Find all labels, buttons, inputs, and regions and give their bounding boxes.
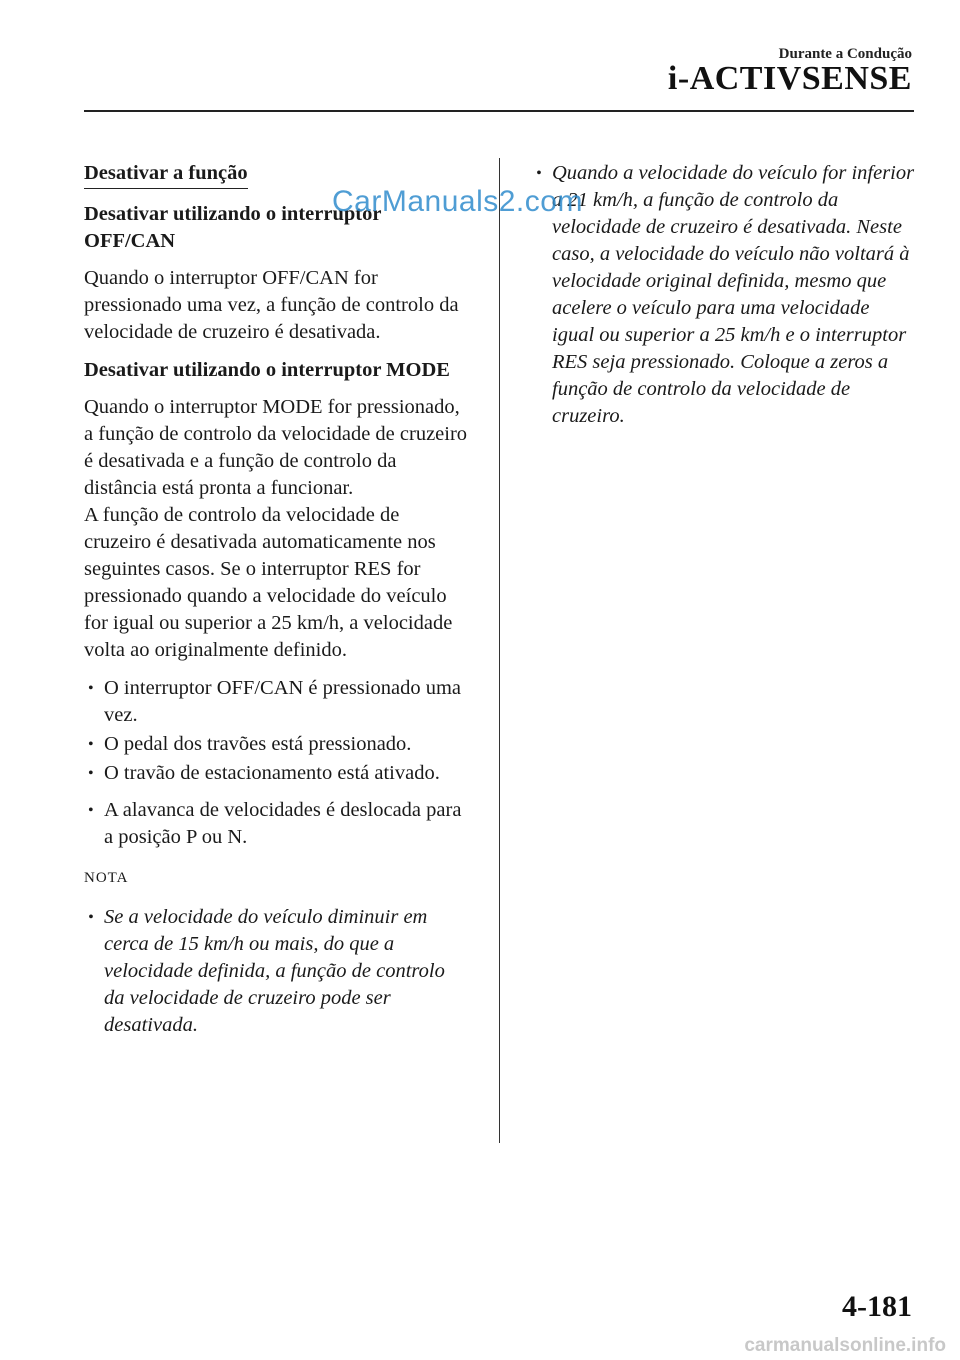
paragraph-off-can: Quando o interruptor OFF/CAN for pressionado uma vez, a função de controlo da velocidade de cruzeiro é desativada.	[84, 267, 459, 343]
bullet-icon: •	[88, 909, 94, 926]
header-rule	[84, 110, 914, 112]
paragraph-mode: Quando o interruptor MODE for pressionado, a função de controlo da velocidade de cruzeiro é desativada e a função de controlo da distância está pronta a funcionar.	[84, 396, 468, 499]
note-list	[84, 904, 470, 1039]
right-column	[532, 160, 916, 432]
left-column	[84, 160, 470, 1041]
list-item: • O travão de estacionamento está ativado.	[84, 760, 470, 787]
page-number: 4-181	[842, 1290, 912, 1323]
list-item: • Se a velocidade do veículo diminuir em cerca de 15 km/h ou mais, do que a velocidade definida, a função de controlo da velocidade de cruzeiro pode ser desativada.	[88, 906, 445, 1036]
paragraph-auto-cancel: A função de controlo da velocidade de cruzeiro é desativada automaticamente nos seguintes casos. Se o interruptor RES for pressionado quando a velocidade do veículo for igual ou superior a 25 km/h, a velocidade volta ao originalmente definido.	[84, 504, 453, 661]
list-item: • O pedal dos travões está pressionado.	[84, 731, 470, 758]
header-section: Durante a Condução	[778, 46, 912, 62]
footer-link[interactable]: carmanualsonline.info	[744, 1335, 946, 1356]
subheading-off-can: Desativar utilizando o interruptor OFF/CAN	[84, 203, 382, 252]
column-divider	[499, 158, 500, 1143]
section-title: Desativar a função	[84, 160, 248, 189]
bullet-icon: •	[88, 765, 94, 782]
bullet-icon: •	[88, 736, 94, 753]
header-title: i-ACTIVSENSE	[667, 60, 912, 97]
list-item: • O interruptor OFF/CAN é pressionado uma vez.	[88, 677, 461, 726]
list-item: • A alavanca de velocidades é deslocada para a posição P ou N.	[88, 799, 462, 848]
cancel-conditions-list	[84, 675, 470, 851]
note-heading: NOTA	[84, 870, 129, 886]
subheading-mode: Desativar utilizando o interruptor MODE	[84, 359, 450, 381]
note-list-continued	[532, 160, 916, 430]
bullet-icon: •	[88, 802, 94, 819]
bullet-icon: •	[88, 680, 94, 697]
bullet-icon: •	[536, 165, 542, 182]
watermark-logo: CarManuals2.com	[332, 185, 583, 218]
list-item: • Quando a velocidade do veículo for inferior a 21 km/h, a função de controlo da velocidade de cruzeiro é desativada. Neste caso, a velocidade do veículo não voltará à velocidade original definida, mesmo que acelere o veículo para uma velocidade igual ou superior a 25 km/h e o interruptor RES seja pressionado. Coloque a zeros a função de controlo da velocidade de cruzeiro.	[536, 162, 915, 427]
